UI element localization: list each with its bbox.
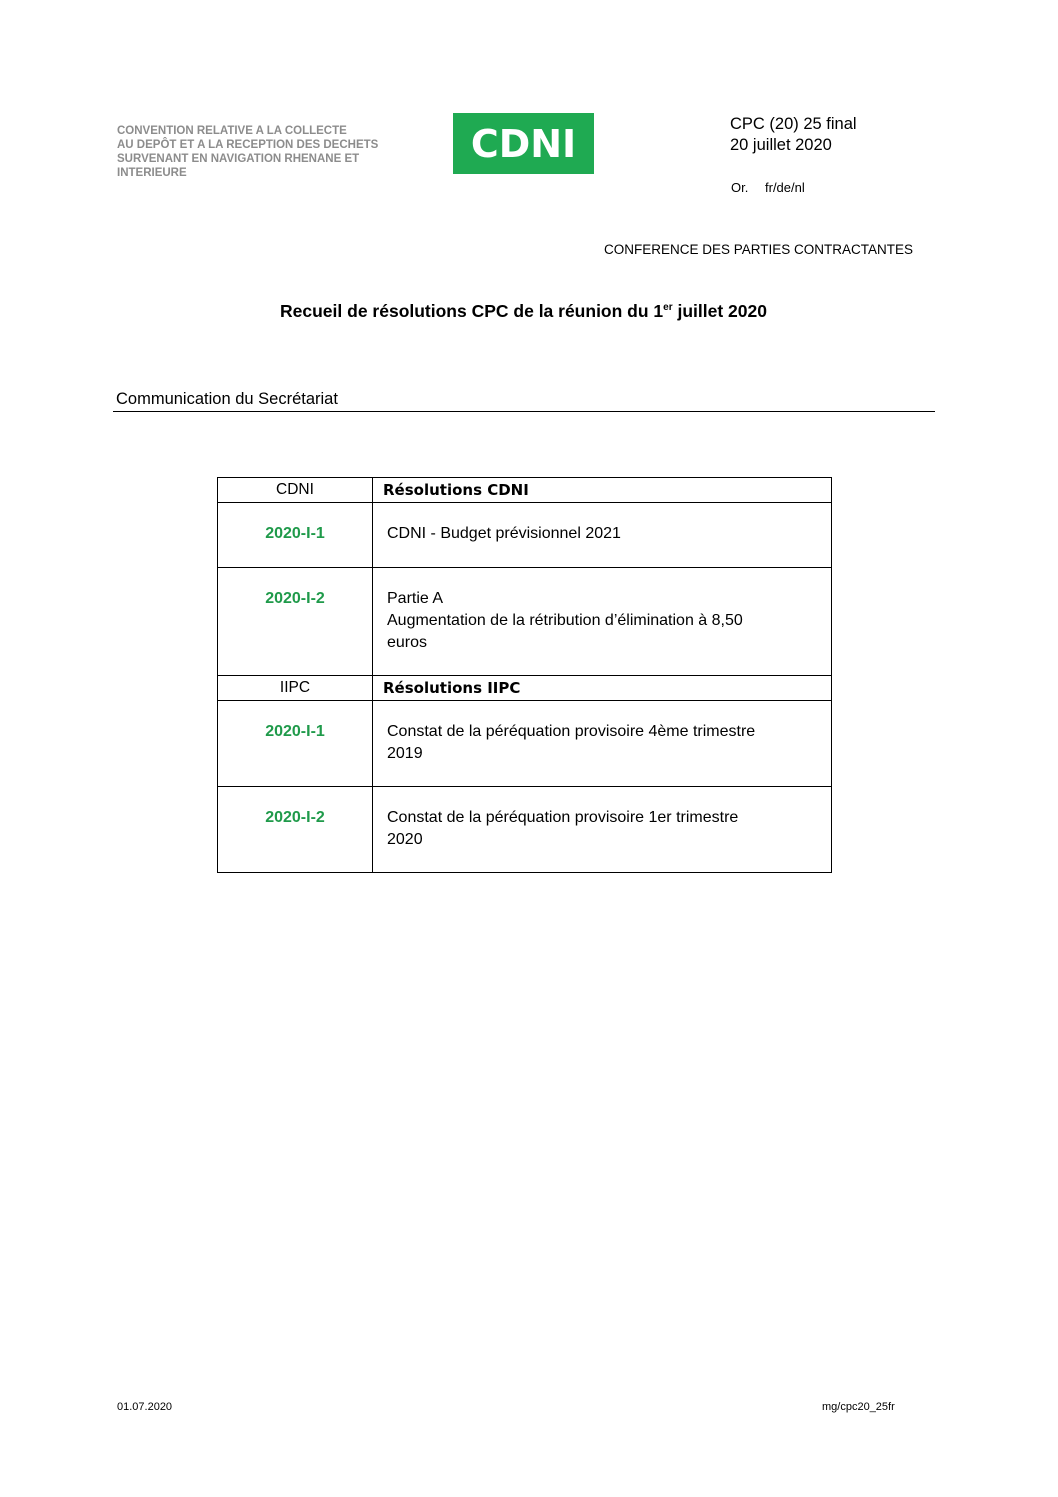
- document-reference: CPC (20) 25 final: [730, 115, 857, 133]
- table-row: [218, 787, 832, 873]
- table-row: [218, 568, 832, 676]
- resolution-line: 2020: [387, 831, 423, 848]
- convention-line: INTERIEURE: [117, 167, 187, 179]
- title-main: Recueil de résolutions CPC de la réunion du 1: [280, 301, 664, 321]
- title-tail: juillet 2020: [672, 301, 767, 321]
- resolution-code: 2020-I-1: [218, 503, 373, 568]
- table-row: [218, 503, 832, 568]
- resolution-title: [373, 503, 832, 568]
- footer-date: 01.07.2020: [117, 1401, 173, 1413]
- resolution-line: Constat de la péréquation provisoire 1er trimestre: [387, 809, 739, 826]
- resolution-code: 2020-I-2: [218, 568, 373, 676]
- resolution-code: 2020-I-1: [218, 701, 373, 787]
- title-superscript: er: [663, 302, 673, 313]
- original-label: Or.: [731, 180, 749, 195]
- convention-line: CONVENTION RELATIVE A LA COLLECTE: [117, 125, 347, 137]
- section-heading: Résolutions CDNI: [373, 478, 832, 503]
- communication-label: Communication du Secrétariat: [116, 390, 338, 408]
- cdni-logo: CDNI: [453, 113, 594, 174]
- resolution-code: 2020-I-2: [218, 787, 373, 873]
- divider: [113, 411, 935, 412]
- footer-file-ref: mg/cpc20_25fr: [822, 1401, 895, 1413]
- convention-line: AU DEPÔT ET A LA RECEPTION DES DECHETS: [117, 139, 379, 151]
- convention-line: SURVENANT EN NAVIGATION RHENANE ET: [117, 153, 360, 165]
- resolution-line: Constat de la péréquation provisoire 4ème trimestre: [387, 723, 756, 740]
- section-header-row: [218, 478, 832, 503]
- resolution-line: Partie A: [387, 590, 444, 607]
- section-code-header: CDNI: [218, 478, 373, 503]
- section-code-header: IIPC: [218, 676, 373, 701]
- resolution-line: 2019: [387, 745, 423, 762]
- resolutions-table: [217, 477, 832, 873]
- section-heading: Résolutions IIPC: [373, 676, 832, 701]
- resolution-line: euros: [387, 634, 428, 651]
- page-title: [0, 301, 1047, 322]
- resolution-line: Augmentation de la rétribution d’élimination à 8,50: [387, 612, 743, 629]
- document-date: 20 juillet 2020: [730, 136, 832, 154]
- resolution-line: CDNI - Budget prévisionnel 2021: [387, 525, 621, 542]
- convention-title: [117, 124, 437, 180]
- table-row: [218, 701, 832, 787]
- resolution-title: [373, 787, 832, 873]
- conference-name: CONFERENCE DES PARTIES CONTRACTANTES: [604, 242, 914, 257]
- resolution-title: [373, 701, 832, 787]
- document-reference-block: [730, 114, 857, 156]
- section-header-row: [218, 676, 832, 701]
- original-languages-value: fr/de/nl: [765, 180, 805, 195]
- original-languages: [731, 180, 805, 195]
- resolution-title: [373, 568, 832, 676]
